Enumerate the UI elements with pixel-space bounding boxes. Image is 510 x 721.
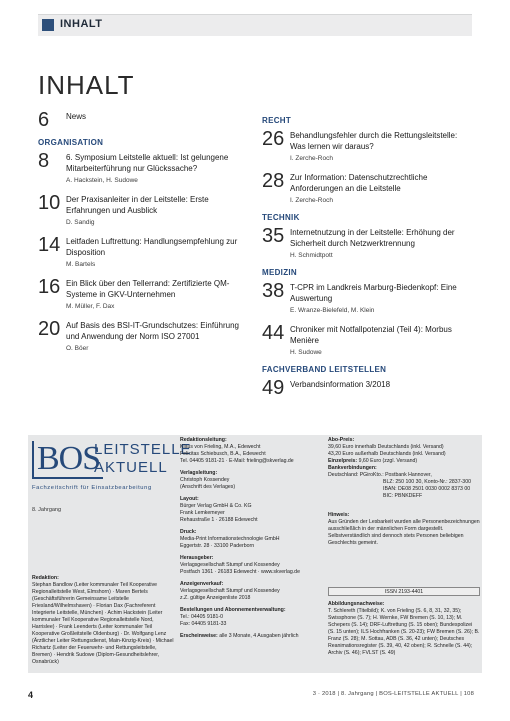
toc-left-column	[38, 110, 250, 361]
toc-entry[interactable]	[262, 171, 474, 205]
herausgeber-head	[180, 555, 320, 562]
toc-page-number: 49	[262, 377, 285, 399]
layout-line: Rehaustraße 1 · 26188 Edewecht	[180, 517, 258, 523]
abo-line: 43,20 Euro außerhalb Deutschlands (inkl. Versand)	[328, 451, 446, 457]
abbildungs-head: Abbildungsnachweise:	[328, 601, 385, 607]
redaktionsleitung-line: Klaus von Frieling, M.A., Edewecht	[180, 444, 261, 450]
anzeigen-line: z.Z. gültige Anzeigenliste 2018	[180, 595, 251, 601]
redaktionsleitung-line: Tel. 04405 9181-21 · E-Mail: frieling@skverlag.de	[180, 458, 294, 464]
toc-entry[interactable]	[38, 277, 250, 311]
toc-entry[interactable]	[38, 110, 250, 130]
layout-head	[180, 496, 320, 503]
issn-box: ISSN 2193-4401	[328, 587, 480, 596]
toc-entry[interactable]	[38, 151, 250, 185]
toc-entry[interactable]	[38, 235, 250, 269]
toc-entry-authors: O. Böer	[66, 345, 89, 352]
toc-page-number: 28	[262, 170, 285, 192]
toc-entry-title: Chroniker mit Notfallpotenzial (Teil 4): Morbus Menière	[290, 325, 452, 345]
einzelpreis-line	[328, 458, 480, 465]
toc-entry[interactable]	[262, 378, 474, 398]
logo-subtitle: Fachzeitschrift für Einsatzbearbeitung	[32, 485, 152, 491]
einzelpreis-text: 9,60 Euro (zzgl. Versand)	[358, 458, 418, 464]
herausgeber	[180, 555, 320, 576]
section-heading: RECHT	[262, 116, 292, 125]
druck-head-text: Druck:	[180, 529, 197, 535]
toc-entry-title: Behandlungsfehler durch die Rettungsleitstelle: Was lernen wir daraus?	[290, 131, 458, 151]
abo-line: 39,60 Euro innerhalb Deutschlands (inkl. Versand)	[328, 444, 444, 450]
abo-block	[328, 437, 480, 500]
header-label: INHALT	[60, 18, 103, 30]
toc-entry-title: Der Praxisanleiter in der Leitstelle: Erste Erfahrungen und Ausblick	[66, 195, 209, 215]
toc-entry-authors: A. Hackstein, H. Sudowe	[66, 177, 138, 184]
toc-entry-authors: D. Sandig	[66, 219, 95, 226]
toc-entry-text	[290, 378, 474, 390]
hinweis-block	[328, 512, 480, 547]
impressum-right-column	[328, 437, 480, 547]
toc-entry[interactable]	[262, 281, 474, 315]
section-heading: MEDIZIN	[262, 268, 297, 277]
impressum-middle-column	[180, 437, 320, 645]
verlagsleitung-line: (Anschrift des Verlages)	[180, 484, 236, 490]
layout-line: Frank Lemkemeyer	[180, 510, 225, 516]
toc-page-number: 6	[38, 109, 50, 131]
toc-entry-text	[290, 226, 474, 260]
toc-page-number: 35	[262, 225, 285, 247]
druck-line: Eggertstr. 28 · 33100 Paderborn	[180, 543, 255, 549]
toc-entry-authors: I. Zerche-Roch	[290, 155, 333, 162]
bank-head	[328, 465, 480, 472]
toc-entry[interactable]	[262, 226, 474, 260]
verlagsleitung	[180, 470, 320, 491]
toc-page-number: 38	[262, 280, 285, 302]
toc-page-number: 16	[38, 276, 61, 298]
redaktion-block	[32, 575, 177, 666]
section-header-bar	[38, 14, 472, 36]
erscheinen-head-text: Erscheinweise:	[180, 633, 218, 639]
erscheinen-inline-text: alle 3 Monate, 4 Ausgaben jährlich	[219, 633, 299, 639]
toc-entry-authors: H. Schmidtpott	[290, 252, 333, 259]
toc-entry-title: Zur Information: Datenschutzrechtliche Anforderungen an die Leitstelle	[290, 173, 428, 193]
bestellungen	[180, 607, 320, 628]
toc-entry-authors: M. Müller, F. Dax	[66, 303, 115, 310]
anzeigen-line: Verlagsgesellschaft Stumpf und Kossendey	[180, 588, 280, 594]
toc-entry[interactable]	[262, 129, 474, 163]
section-heading: ORGANISATION	[38, 138, 104, 147]
page-number: 4	[28, 690, 34, 700]
abbildungs-text: T. Schlereth (Titelbild); K. von Frieling (S. 6, 8, 31, 32, 35); Swissphone (S. 7); H. Wernke, FW Bremen (S. 10, 13); M. Schepers (S. 14); DRF-Luftrettung (S. 15 oben); Bundespolizei (S. 15 unten); ILS Hochfranken (S. 20-23); FW Bremen (S. 26); B. Franz (S. 28); M. Sottau, ADB (S. 36, 42 unten); Deutsches Reanimationsregister (S. 39, 40, 42 oben); R. Schnelle (S. 44); Archiv (S. 46); FVLST (S. 49)	[328, 608, 480, 656]
anzeigen-head-text: Anzeigenverkauf:	[180, 581, 224, 587]
abo-head	[328, 437, 480, 444]
spacer	[328, 500, 480, 512]
toc-entry-title: Ein Blick über den Tellerrand: Zertifizierte QM-Systeme in GKV-Unternehmen	[66, 279, 230, 299]
toc-entry-text	[66, 319, 250, 353]
verlagsleitung-head-text: Verlagsleitung:	[180, 470, 218, 476]
redaktion-head: Redaktion:	[32, 575, 59, 581]
bank-head-text: Bankverbindungen:	[328, 465, 377, 471]
herausgeber-line: Verlagsgesellschaft Stumpf und Kossendey	[180, 562, 280, 568]
bestellungen-line: Fax: 04405 9181-33	[180, 621, 227, 627]
toc-entry-text	[290, 129, 474, 163]
section-heading: FACHVERBAND LEITSTELLEN	[262, 365, 387, 374]
druck-line: Media-Print Informationstechnologie GmbH	[180, 536, 280, 542]
toc-page-number: 20	[38, 318, 61, 340]
toc-entry-text	[66, 277, 250, 311]
layout-line: Bürger Verlag GmbH & Co. KG	[180, 503, 252, 509]
toc-entry-text	[66, 151, 250, 185]
toc-entry-text	[290, 323, 474, 357]
header-square-marker	[42, 19, 54, 31]
toc-entry[interactable]	[262, 323, 474, 357]
toc-page-number: 8	[38, 150, 50, 172]
toc-entry-text	[66, 110, 250, 122]
bank-line: IBAN: DE08 2501 0030 0002 8373 00	[383, 486, 471, 492]
bank-line: Deutschland: PGiroKto.: Postbank Hannover,	[328, 472, 432, 478]
herausgeber-head-text: Herausgeber:	[180, 555, 214, 561]
toc-entry[interactable]	[38, 193, 250, 227]
footer-info: 3 · 2018 | 8. Jahrgang | BOS-LEITSTELLE AKTUELL | 108	[312, 691, 474, 697]
toc-page-number: 10	[38, 192, 61, 214]
spacer	[180, 640, 320, 645]
toc-right-column	[262, 110, 474, 406]
anzeigen	[180, 581, 320, 602]
toc-entry-title: News	[66, 112, 87, 121]
einzelpreis-head: Einzelpreis:	[328, 458, 358, 464]
toc-entry-title: T-CPR im Landkreis Marburg-Biedenkopf: Eine Auswertung	[290, 283, 457, 303]
herausgeber-line: Postfach 1361 · 26183 Edewecht · www.skverlag.de	[180, 569, 300, 575]
toc-entry-authors: E. Wranze-Bielefeld, M. Klein	[290, 307, 375, 314]
bestellungen-head-text: Bestellungen und Abonnementverwaltung:	[180, 607, 286, 613]
redaktion-text: Stephan Bandlow (Leiter kommunaler Teil Kooperative Regionalleitstelle West, Elmshorn) · Maren Bertels (Geschäftsführerin Gemeinsame Leitstelle Friesland/Wilhelmshaven) · Florian Dax (Fachreferent Integrierte Leitstelle, München) · Achim Hackstein (Leiter kommunaler Teil Kooperative Regionalleitstelle Nord, Harrislee) · Frank Leenderts (Leiter kommunaler Teil Kooperative Großleitstelle Oldenburg) · Dr. Wolfgang Lenz (Ärztlicher Leiter Rettungsdienst, Main-Kinzig-Kreis) · Michael Richartz (Leiter der Feuerwehr- und Rettungsleitstelle, Bremen) · Hendrik Sudowe (Diplom-Gesundheitslehrer, Osnabrück)	[32, 582, 174, 665]
impressum-box	[28, 435, 482, 673]
section-heading: TECHNIK	[262, 213, 300, 222]
anzeigen-head	[180, 581, 320, 588]
toc-entry-title: Leitfaden Luftrettung: Handlungsempfehlung zur Disposition	[66, 237, 238, 257]
redaktionsleitung-head	[180, 437, 320, 444]
druck	[180, 529, 320, 550]
erscheinen	[180, 633, 320, 640]
page-title: INHALT	[38, 70, 135, 100]
toc-page-number: 44	[262, 322, 285, 344]
logo-bos: BOS	[32, 441, 103, 479]
bank-line: BIC: PBNKDEFF	[383, 493, 423, 499]
magazine-logo	[32, 440, 192, 481]
toc-entry-text	[66, 193, 250, 227]
bestellungen-head	[180, 607, 320, 614]
toc-entry-title: Verbandsinformation 3/2018	[290, 380, 391, 389]
hinweis-text: Aus Gründen der Lesbarkeit wurden alle Personenbezeichnungen ausschließlich in der männlichen Form dargestellt. Selbstverständlich sind dennoch stets Personen beliebigen Geschlechts gemeint.	[328, 519, 480, 546]
toc-page-number: 26	[262, 128, 285, 150]
abbildungs-block	[328, 601, 480, 657]
hinweis-head-text: Hinweis:	[328, 512, 350, 518]
druck-head	[180, 529, 320, 536]
layout	[180, 496, 320, 524]
bestellungen-line: Tel.: 04405 9181-0	[180, 614, 223, 620]
toc-entry-authors: M. Bartels	[66, 261, 96, 268]
hinweis-head	[328, 512, 480, 519]
layout-head-text: Layout:	[180, 496, 199, 502]
toc-entry-text	[290, 171, 474, 205]
toc-entry-text	[290, 281, 474, 315]
toc-page-number: 14	[38, 234, 61, 256]
redaktionsleitung-line: Felicitas Schiebusch, B.A., Edewecht	[180, 451, 266, 457]
redaktionsleitung-head-text: Redaktionsleitung:	[180, 437, 227, 443]
logo-bottom-word: AKTUELL	[94, 459, 168, 476]
bank-line: BLZ: 250 100 30, Konto-Nr.: 2837-300	[383, 479, 471, 485]
erscheinen-head	[180, 633, 320, 640]
verlagsleitung-head	[180, 470, 320, 477]
toc-entry-text	[66, 235, 250, 269]
toc-entry-title: Internetnutzung in der Leitstelle: Erhöhung der Sicherheit durch Netzwerktrennung	[290, 228, 455, 248]
toc-entry-authors: I. Zerche-Roch	[290, 197, 333, 204]
verlagsleitung-line: Christoph Kossendey	[180, 477, 230, 483]
logo-top-word: LEITSTELLE	[94, 441, 192, 458]
volume-label: 8. Jahrgang	[32, 507, 62, 513]
toc-entry-title: 6. Symposium Leitstelle aktuell: Ist gelungene Mitarbeiterführung nur Glückssache?	[66, 153, 229, 173]
redaktionsleitung	[180, 437, 320, 465]
abo-head-text: Abo-Preis:	[328, 437, 355, 443]
toc-entry-title: Auf Basis des BSI-IT-Grundschutzes: Einführung und Anwendung der Norm ISO 27001	[66, 321, 239, 341]
toc-entry[interactable]	[38, 319, 250, 353]
toc-entry-authors: H. Sudowe	[290, 349, 322, 356]
